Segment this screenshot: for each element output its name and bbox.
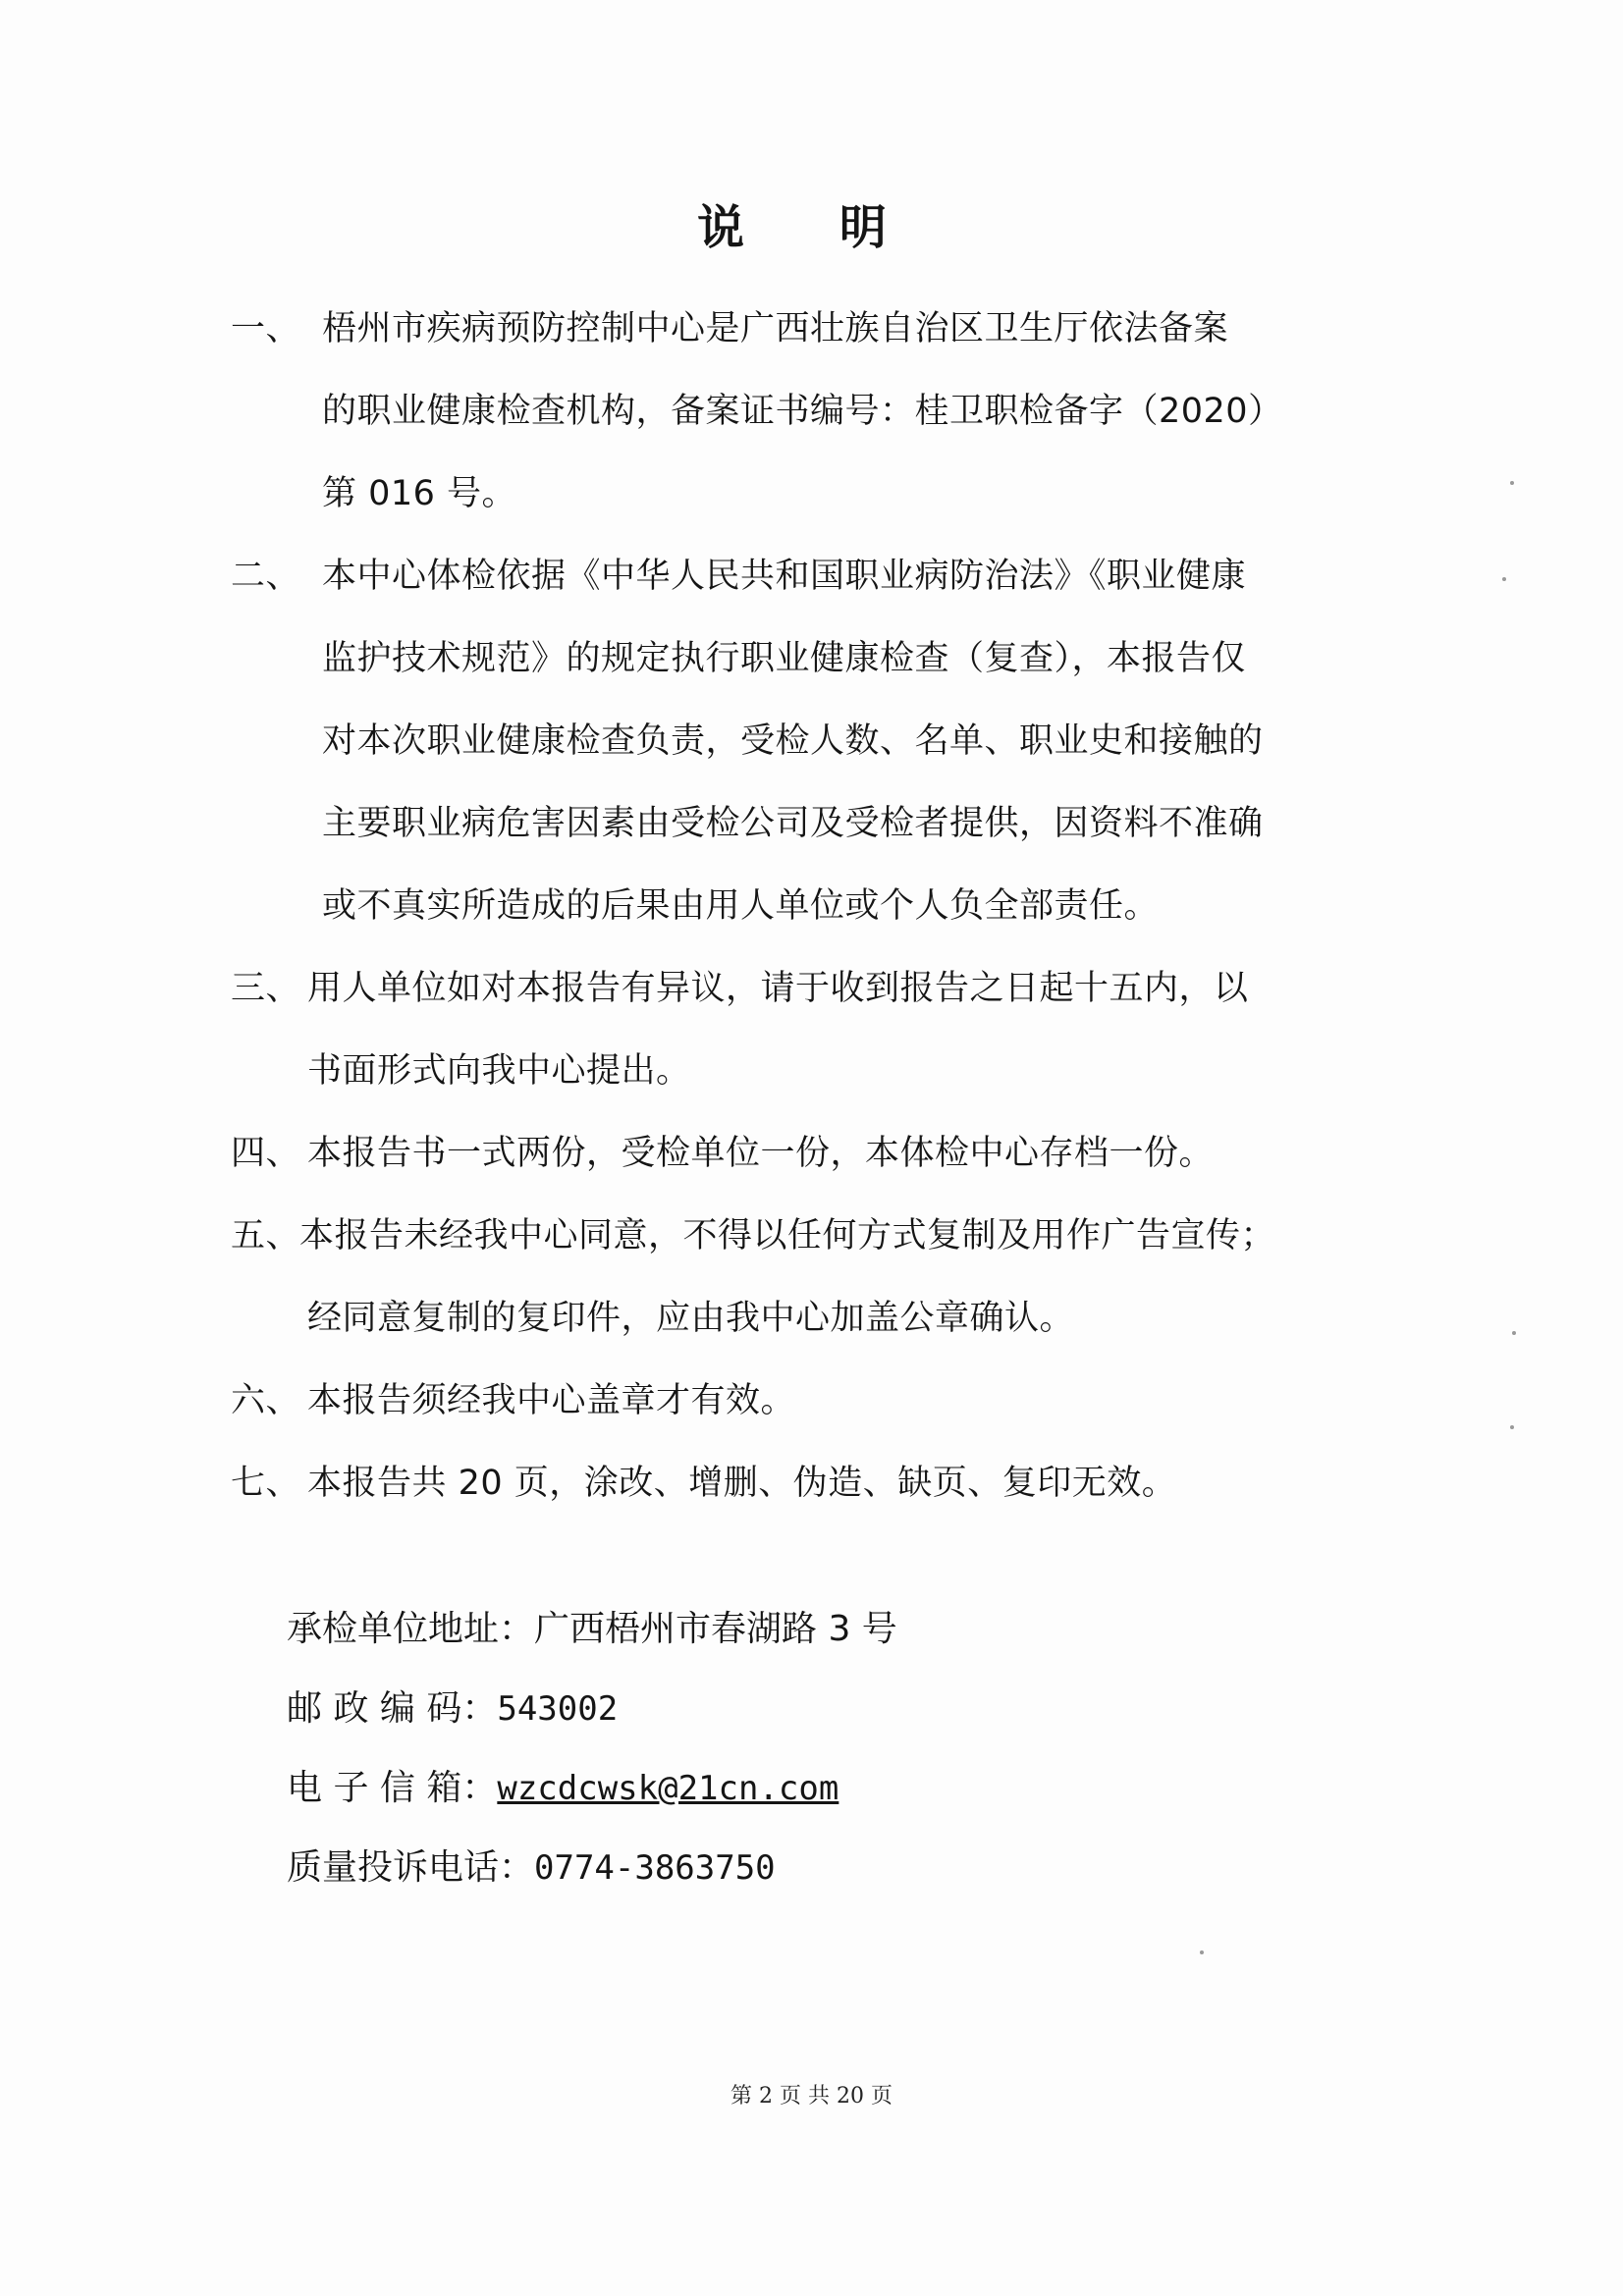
- address-value: 广西梧州市春湖路 3 号: [534, 1609, 897, 1649]
- scan-speck: [1510, 1425, 1514, 1429]
- clause-6-number: 六、: [231, 1381, 301, 1420]
- email-label: 电 子 信 箱：: [287, 1768, 498, 1808]
- clause-3-line-2: 书面形式向我中心提出。: [307, 1051, 691, 1091]
- clause-4-line-1: 本报告书一式两份，受检单位一份，本体检中心存档一份。: [307, 1134, 1215, 1173]
- clause-1-line-1: 梧州市疾病预防控制中心是广西壮族自治区卫生厅依法备案: [322, 309, 1229, 348]
- clause-2-line-5: 或不真实所造成的后果由用人单位或个人负全部责任。: [322, 886, 1160, 926]
- page-title: 说 明: [697, 200, 926, 255]
- clause-4-number: 四、: [231, 1134, 301, 1173]
- phone-value: 0774-3863750: [534, 1848, 776, 1888]
- clause-1-line-3: 第 016 号。: [322, 474, 517, 513]
- phone-label: 质量投诉电话：: [287, 1847, 535, 1888]
- clause-2-line-2: 监护技术规范》的规定执行职业健康检查（复查），本报告仅: [322, 639, 1247, 678]
- email-link[interactable]: wzcdcwsk@21cn.com: [497, 1769, 839, 1808]
- clause-1-number: 一、: [231, 309, 301, 348]
- clause-5-number: 五、: [231, 1216, 301, 1255]
- postcode-label: 邮 政 编 码：: [287, 1688, 498, 1729]
- clause-3-number: 三、: [231, 969, 301, 1008]
- clause-6-line-1: 本报告须经我中心盖章才有效。: [307, 1381, 796, 1420]
- contact-postcode: [287, 1680, 618, 1738]
- contact-phone: [287, 1839, 776, 1897]
- clause-2-line-1: 本中心体检依据《中华人民共和国职业病防治法》《职业健康: [322, 557, 1247, 596]
- contact-address: [287, 1600, 897, 1659]
- clause-2-number: 二、: [231, 557, 301, 596]
- postcode-value: 543002: [497, 1689, 619, 1729]
- clause-5-line-2: 经同意复制的复印件，应由我中心加盖公章确认。: [307, 1299, 1075, 1338]
- scan-speck: [1512, 1331, 1516, 1335]
- clause-1-line-2: 的职业健康检查机构，备案证书编号：桂卫职检备字（2020）: [322, 392, 1283, 431]
- scan-speck: [1502, 577, 1506, 581]
- address-label: 承检单位地址：: [287, 1609, 535, 1649]
- clause-2-line-4: 主要职业病危害因素由受检公司及受检者提供，因资料不准确: [322, 804, 1264, 843]
- clause-3-line-1: 用人单位如对本报告有异议，请于收到报告之日起十五内，以: [307, 969, 1249, 1008]
- contact-email: [287, 1759, 839, 1818]
- page-footer: 第 2 页 共 20 页: [730, 2084, 893, 2109]
- scan-speck: [1200, 1950, 1204, 1954]
- clause-2-line-3: 对本次职业健康检查负责，受检人数、名单、职业史和接触的: [322, 721, 1264, 761]
- clause-7-number: 七、: [231, 1464, 301, 1503]
- clause-7-line-1: 本报告共 20 页，涂改、增删、伪造、缺页、复印无效。: [307, 1464, 1177, 1503]
- scan-speck: [1510, 481, 1514, 485]
- clause-5-line-1: 本报告未经我中心同意，不得以任何方式复制及用作广告宣传；: [299, 1216, 1276, 1255]
